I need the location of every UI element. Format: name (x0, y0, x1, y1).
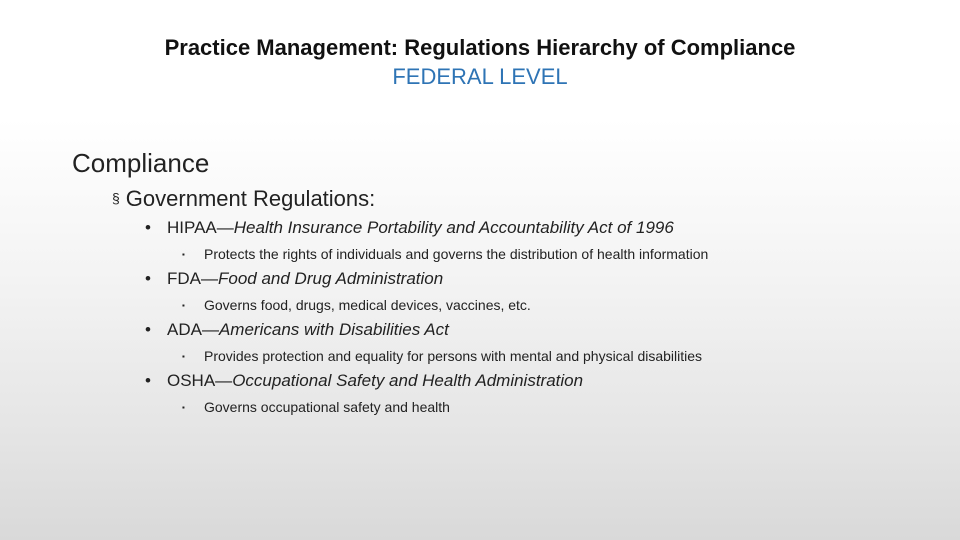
detail-hipaa (182, 245, 708, 264)
title-subtitle: FEDERAL LEVEL (392, 64, 568, 89)
bullet-icon: • (145, 269, 151, 288)
list-item-osha (145, 370, 583, 392)
title-main: Practice Management: Regulations Hierarchy of Compliance (164, 35, 796, 60)
square-bullet-icon: ▪ (182, 301, 185, 310)
slide-title (0, 34, 960, 91)
item-acronym: HIPAA— (167, 218, 234, 237)
section-bullet-icon: § (112, 190, 120, 206)
square-bullet-icon: ▪ (182, 352, 185, 361)
item-full-name: Occupational Safety and Health Administration (232, 371, 584, 390)
detail-text: Provides protection and equality for persons with mental and physical disabilities (204, 348, 703, 364)
detail-text: Governs food, drugs, medical devices, vaccines, etc. (204, 297, 531, 313)
bullet-icon: • (145, 218, 151, 237)
detail-text: Protects the rights of individuals and governs the distribution of health information (204, 246, 709, 262)
list-item-hipaa (145, 217, 674, 239)
square-bullet-icon: ▪ (182, 403, 185, 412)
detail-osha (182, 398, 450, 417)
item-acronym: ADA— (167, 320, 219, 339)
sub-heading (112, 183, 375, 214)
bullet-icon: • (145, 371, 151, 390)
bullet-icon: • (145, 320, 151, 339)
item-full-name: Americans with Disabilities Act (218, 320, 449, 339)
item-full-name: Food and Drug Administration (218, 269, 444, 288)
item-full-name: Health Insurance Portability and Accountability Act of 1996 (233, 218, 674, 237)
detail-ada (182, 347, 702, 366)
detail-fda (182, 296, 531, 315)
detail-text: Governs occupational safety and health (204, 399, 450, 415)
list-item-fda (145, 268, 443, 290)
item-acronym: OSHA— (167, 371, 233, 390)
sub-heading-label: Government Regulations: (125, 186, 376, 211)
section-heading: Compliance (72, 148, 210, 178)
square-bullet-icon: ▪ (182, 250, 185, 259)
list-item-ada (145, 319, 449, 341)
item-acronym: FDA— (167, 269, 218, 288)
